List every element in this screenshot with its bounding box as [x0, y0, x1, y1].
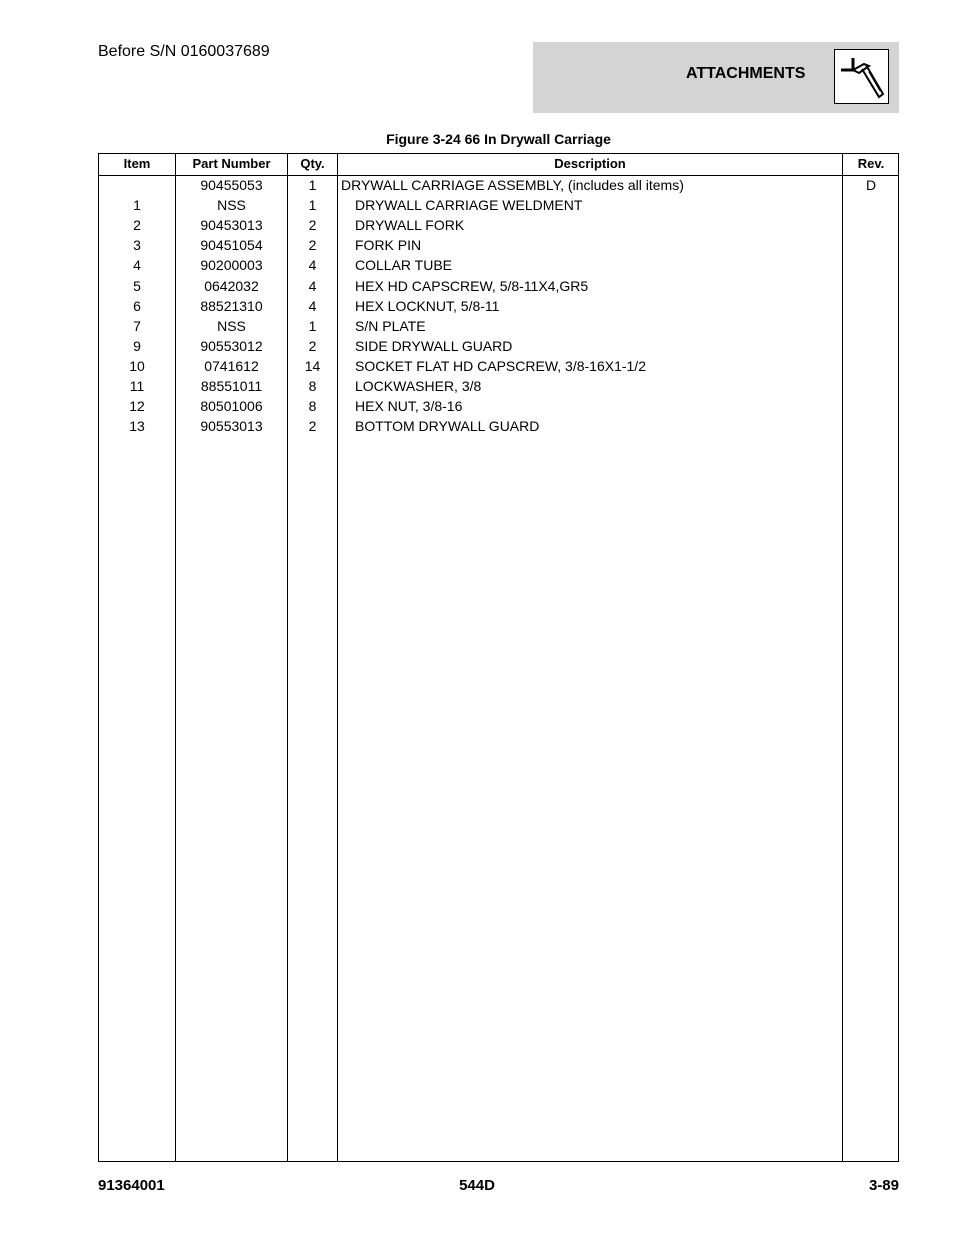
part-number-cell: 88521310 — [200, 297, 263, 314]
qty-cell: 8 — [308, 378, 317, 394]
item-cell: 6 — [133, 297, 141, 314]
serial-note: Before S/N 0160037689 — [98, 43, 270, 60]
table-row — [99, 356, 898, 376]
column-header-qty: Qty. — [300, 156, 325, 171]
item-cell: 5 — [133, 277, 141, 294]
item-cell: 3 — [133, 237, 141, 254]
doc-number: 91364001 — [98, 1177, 165, 1194]
part-number-cell: 90453013 — [200, 217, 263, 234]
item-cell: 11 — [129, 378, 145, 394]
part-number-cell: 0642032 — [204, 277, 259, 294]
qty-cell: 14 — [304, 357, 321, 374]
section-title: ATTACHMENTS — [686, 65, 806, 82]
qty-cell: 4 — [308, 297, 317, 314]
description-cell: DRYWALL FORK — [355, 217, 465, 234]
description-cell: LOCKWASHER, 3/8 — [355, 378, 482, 394]
qty-cell: 2 — [308, 217, 317, 234]
qty-cell: 2 — [308, 337, 317, 354]
table-row — [99, 316, 898, 336]
rev-cell: D — [865, 177, 877, 193]
table-row — [99, 276, 898, 296]
item-cell: 9 — [133, 337, 141, 354]
qty-cell: 8 — [308, 398, 317, 415]
column-header-part-number: Part Number — [192, 156, 271, 171]
item-cell: 12 — [129, 398, 145, 415]
item-cell: 4 — [133, 257, 141, 274]
table-row — [99, 255, 898, 275]
qty-cell: 4 — [308, 277, 317, 294]
description-cell: SIDE DRYWALL GUARD — [355, 337, 513, 354]
part-number-cell: 90553012 — [200, 337, 263, 354]
part-number-cell: 80501006 — [200, 398, 263, 415]
description-cell: DRYWALL CARRIAGE ASSEMBLY, (includes all items) — [341, 177, 684, 193]
part-number-cell: 90200003 — [200, 257, 263, 274]
table-row — [99, 376, 898, 396]
description-cell: COLLAR TUBE — [355, 257, 452, 274]
item-cell: 10 — [129, 357, 145, 374]
table-row — [99, 195, 898, 215]
parts-table — [98, 153, 899, 1162]
part-number-cell: 90451054 — [200, 237, 263, 254]
figure-title: Figure 3-24 66 In Drywall Carriage — [386, 131, 611, 147]
part-number-cell: 90553013 — [200, 418, 263, 435]
qty-cell: 2 — [308, 237, 317, 254]
description-cell: BOTTOM DRYWALL GUARD — [355, 418, 540, 435]
column-header-item: Item — [123, 156, 151, 171]
description-cell: HEX NUT, 3/8-16 — [355, 398, 463, 415]
description-cell: S/N PLATE — [355, 317, 426, 334]
description-cell: DRYWALL CARRIAGE WELDMENT — [355, 197, 583, 214]
table-row — [99, 416, 898, 436]
attachment-fork-icon — [834, 49, 889, 104]
description-cell: HEX LOCKNUT, 5/8-11 — [355, 297, 500, 314]
table-row — [99, 396, 898, 416]
qty-cell: 1 — [308, 197, 317, 214]
qty-cell: 1 — [308, 317, 317, 334]
column-header-description: Description — [554, 156, 626, 171]
part-number-cell: NSS — [217, 317, 246, 334]
table-row — [99, 235, 898, 255]
item-cell: 7 — [133, 317, 141, 334]
item-cell: 13 — [129, 418, 145, 435]
description-cell: SOCKET FLAT HD CAPSCREW, 3/8-16X1-1/2 — [355, 357, 646, 374]
table-row — [99, 215, 898, 235]
part-number-cell: 88551011 — [200, 378, 263, 394]
page-number: 3-89 — [868, 1177, 899, 1194]
qty-cell: 2 — [308, 418, 317, 435]
model-number: 544D — [459, 1177, 495, 1194]
qty-cell: 4 — [308, 257, 317, 274]
table-row — [99, 296, 898, 316]
description-cell: HEX HD CAPSCREW, 5/8-11X4,GR5 — [355, 277, 589, 294]
part-number-cell: 0741612 — [204, 357, 259, 374]
table-row — [99, 336, 898, 356]
item-cell: 2 — [133, 217, 141, 234]
item-cell: 1 — [133, 197, 141, 214]
column-header-rev: Rev. — [857, 156, 885, 171]
part-number-cell: NSS — [217, 197, 246, 214]
part-number-cell: 90455053 — [200, 177, 263, 193]
description-cell: FORK PIN — [355, 237, 422, 254]
qty-cell: 1 — [308, 177, 317, 193]
table-row — [99, 175, 898, 195]
